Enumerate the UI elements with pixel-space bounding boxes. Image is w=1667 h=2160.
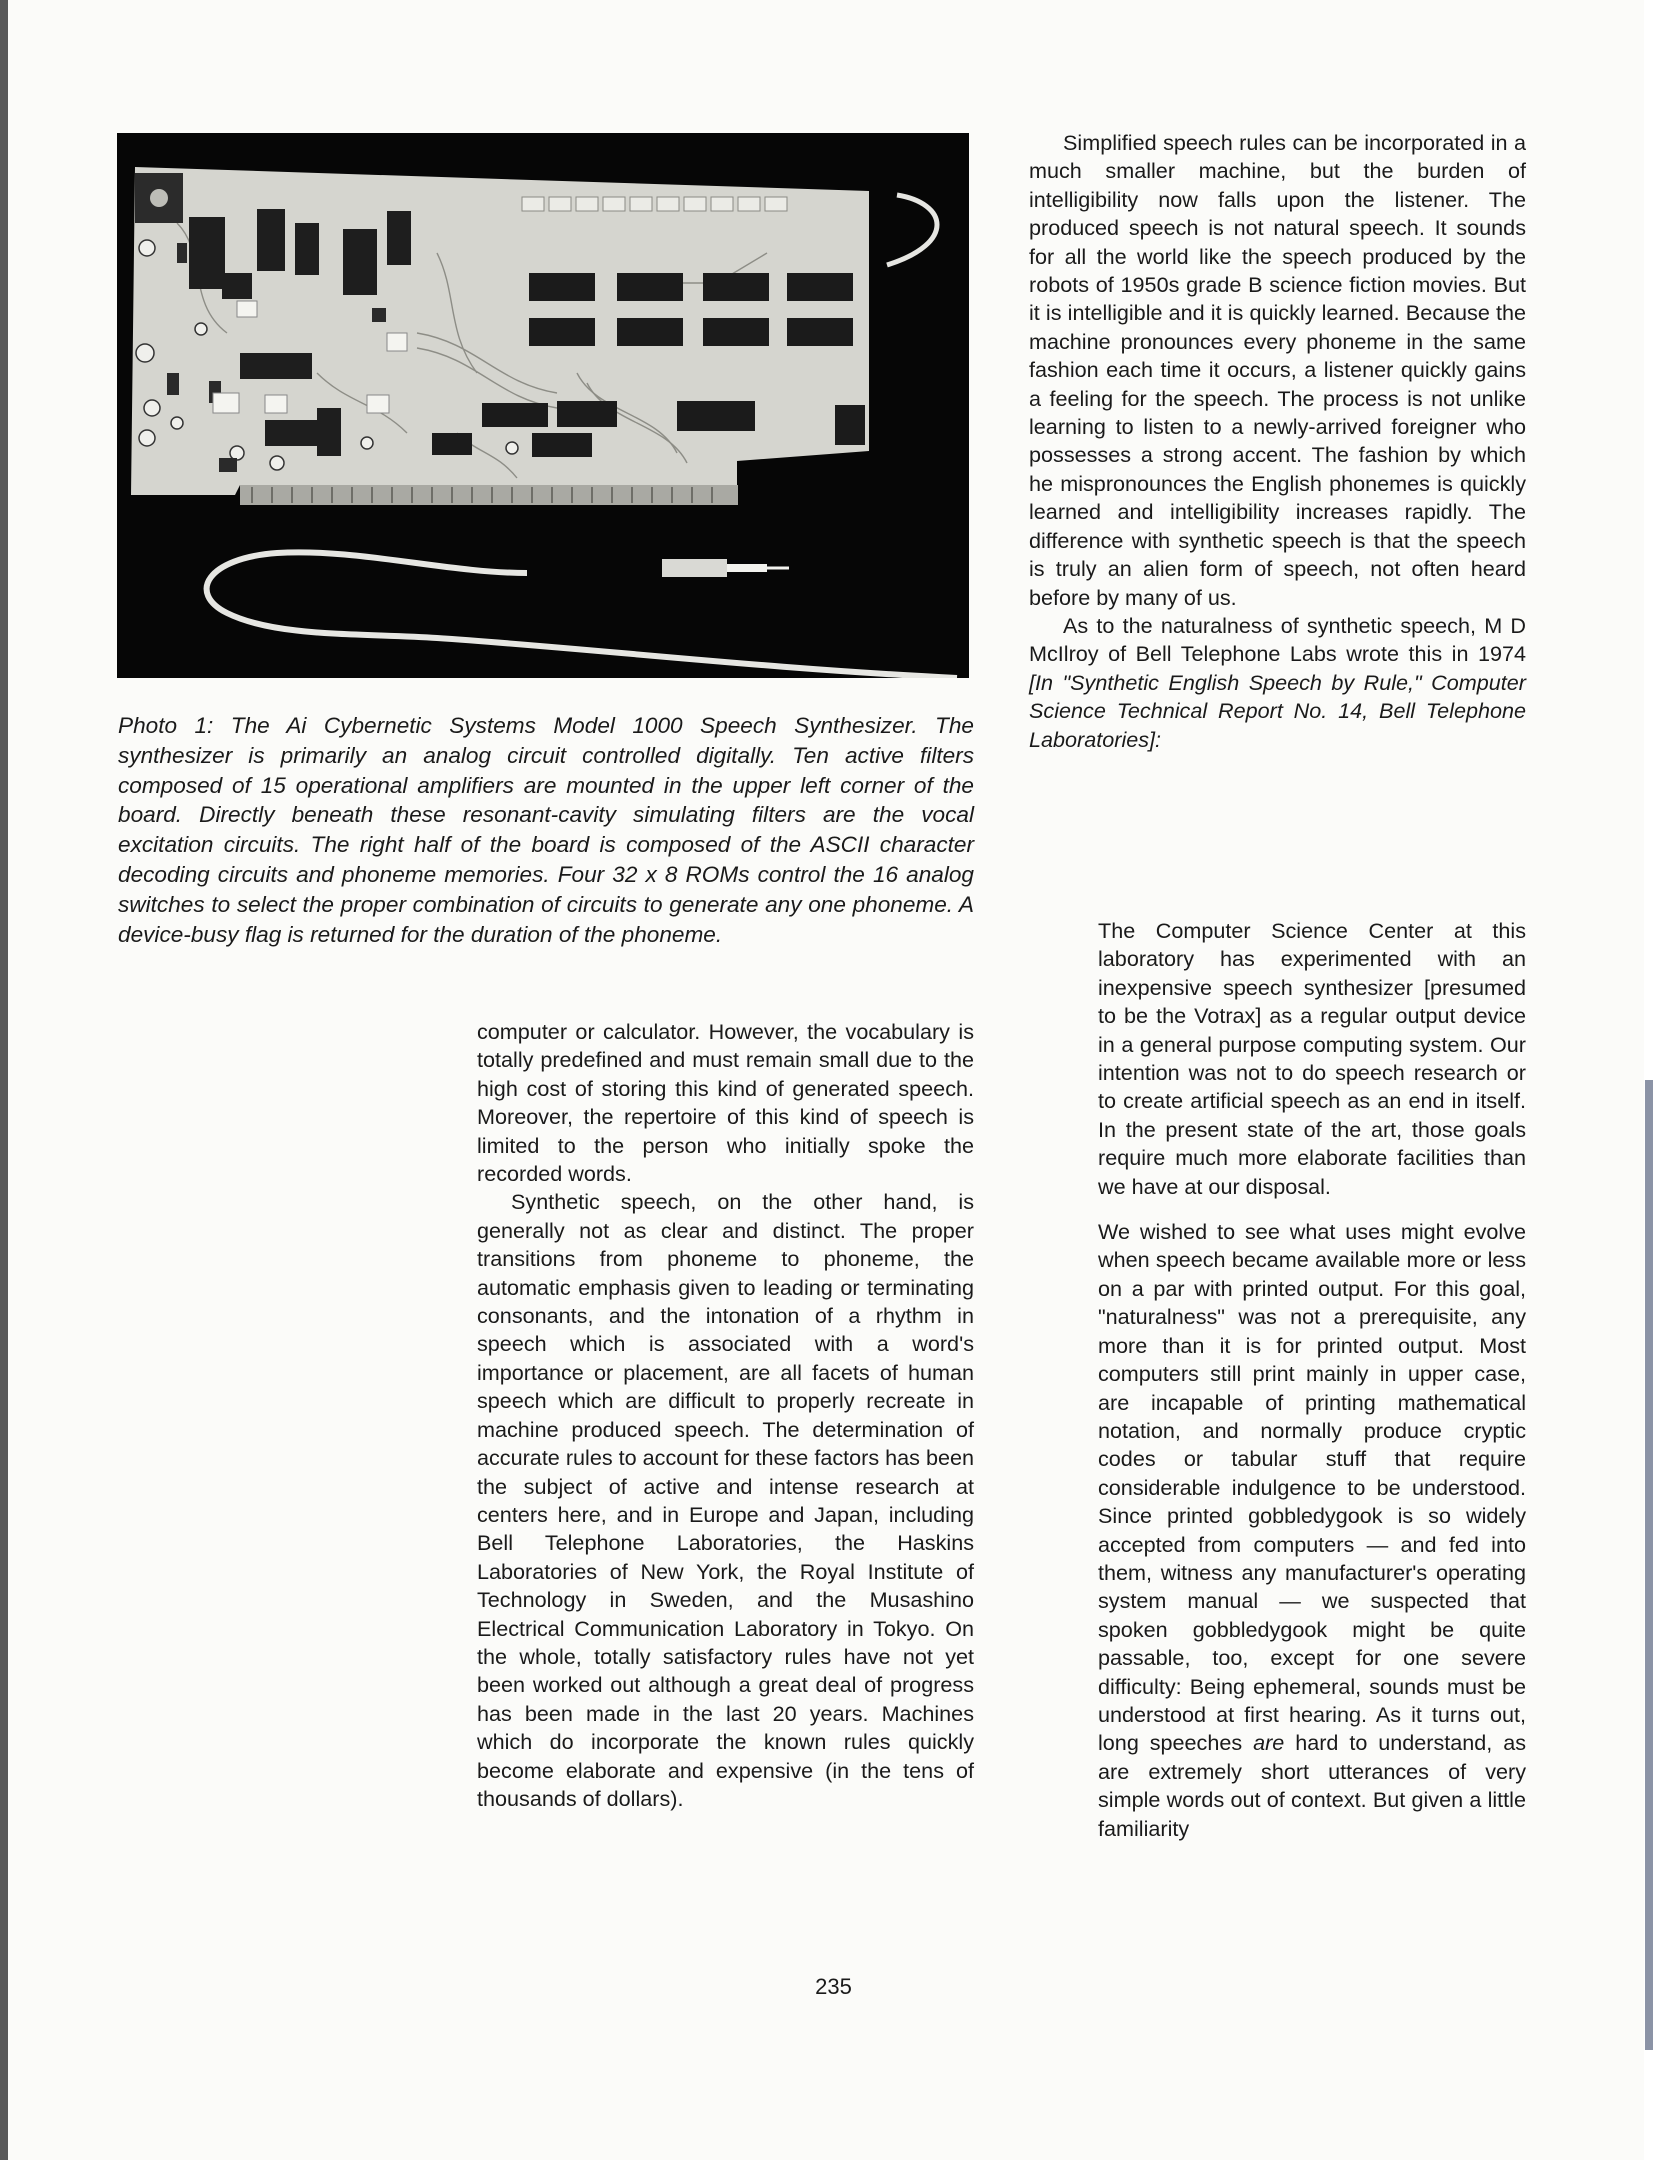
right-column <box>1029 129 1526 754</box>
mcilroy-quote <box>1098 917 1526 1843</box>
edge-connector <box>240 485 738 505</box>
quote-paragraph-2 <box>1098 1218 1526 1843</box>
page-number: 235 <box>815 1974 852 1999</box>
report-citation: [In "Synthetic English Speech by Rule," Computer Science Technical Report No. 14, Bell Telephone Laboratories]: <box>1029 669 1526 752</box>
quote-text-before: We wished to see what uses might evolve when speech became available more or less on a par with printed output. For this goal, "naturalness" was not a prerequisite, any more than it is for printed output. Most computers still print mainly in upper case, are incapable of printing mathematical notation, and normally produce cryptic codes or tabular stuff that require considerable indulgence to be understood. Since printed gobbledygook is so widely accepted from computers — and fed into them, witness any manufacturer's operating system manual — we suspected that spoken gobbledygook might be quite passable, too, except for one severe difficulty: Being ephemeral, sounds must be understood at first hearing. As it turns out, long speeches <box>1098 1219 1526 1756</box>
mcilroy-lead-text: As to the naturalness of synthetic speech, M D McIlroy of Bell Telephone Labs wrote this in 1974 <box>1029 612 1526 667</box>
quote-emphasis: are <box>1253 1730 1285 1756</box>
quote-paragraph-1: The Computer Science Center at this laboratory has experimented with an inexpensive speech synthesizer [presumed to be the Votrax] as a regular output device in a general purpose computing system. Our intention was not to do speech research or to create artificial speech as an end in itself. In the present state of the art, those goals require much more elaborate facilities than we have at our disposal. <box>1098 918 1526 1199</box>
right-paragraph-1: Simplified speech rules can be incorporated in a much smaller machine, but the burden of intelligibility now falls upon the listener. The produced speech is not natural speech. It sounds for all the world like the speech produced by the robots of 1950s grade B science fiction movies. But it is intelligible and it is quickly learned. Because the machine pronounces every phoneme in the same fashion each time it occurs, a listener quickly gains a feeling for the speech. The process is not unlike learning to listen to a newly-arrived foreigner who possesses a strong accent. The fashion by which he mispronounces the English phonemes is quickly learned and intelligibility increases rapidly. The difference with synthetic speech is that the speech is truly an alien form of speech, not often heard before by many of us. <box>1029 130 1526 610</box>
scan-right-edge-mark <box>1645 1080 1653 2050</box>
middle-paragraph-2: Synthetic speech, on the other hand, is generally not as clear and distinct. The proper transitions from phoneme to phoneme, the automatic emphasis given to leading or terminating consonants, and the intonation of a rhythm in speech which is associated with a word's importance or placement, are all facets of human speech which are difficult to properly recreate in machine produced speech. The determination of accurate rules to account for these factors has been the subject of active and intense research at centers here, and in Europe and Japan, including Bell Telephone Laboratories, the Haskins Laboratories of New York, the Royal Institute of Technology in Sweden, and the Musashino Electrical Communication Laboratory in Tokyo. On the whole, totally satisfactory rules have not yet been worked out although a great deal of progress has been made in the last 20 years. Machines which do incorporate the known rules quickly become elaborate and expensive (in the tens of thousands of dollars). <box>477 1189 974 1811</box>
speech-synthesizer-photo <box>117 133 969 678</box>
right-paragraph-2 <box>1029 612 1526 754</box>
quote-text-after: hard to understand, as are extremely short utterances of very simple words out of context. But given a little familiarity <box>1098 1730 1526 1841</box>
middle-paragraph-1: computer or calculator. However, the vocabulary is totally predefined and must remain small due to the high cost of storing this kind of generated speech. Moreover, the repertoire of this kind of speech is limited to the person who initially spoke the recorded words. <box>477 1019 974 1187</box>
scan-left-edge <box>0 0 8 2160</box>
middle-column <box>477 1018 974 1813</box>
photo-caption: Photo 1: The Ai Cybernetic Systems Model 1000 Speech Synthesizer. The synthesizer is primarily an analog circuit controlled digitally. Ten active filters composed of 15 operational amplifiers are mounted in the upper left corner of the board. Directly beneath these resonant-cavity simulating filters are the vocal excitation circuits. The right half of the board is composed of the ASCII character decoding circuits and phoneme memories. Four 32 x 8 ROMs control the 16 analog switches to select the proper combination of circuits to generate any one phoneme. A device-busy flag is returned for the duration of the phoneme. <box>118 713 974 947</box>
